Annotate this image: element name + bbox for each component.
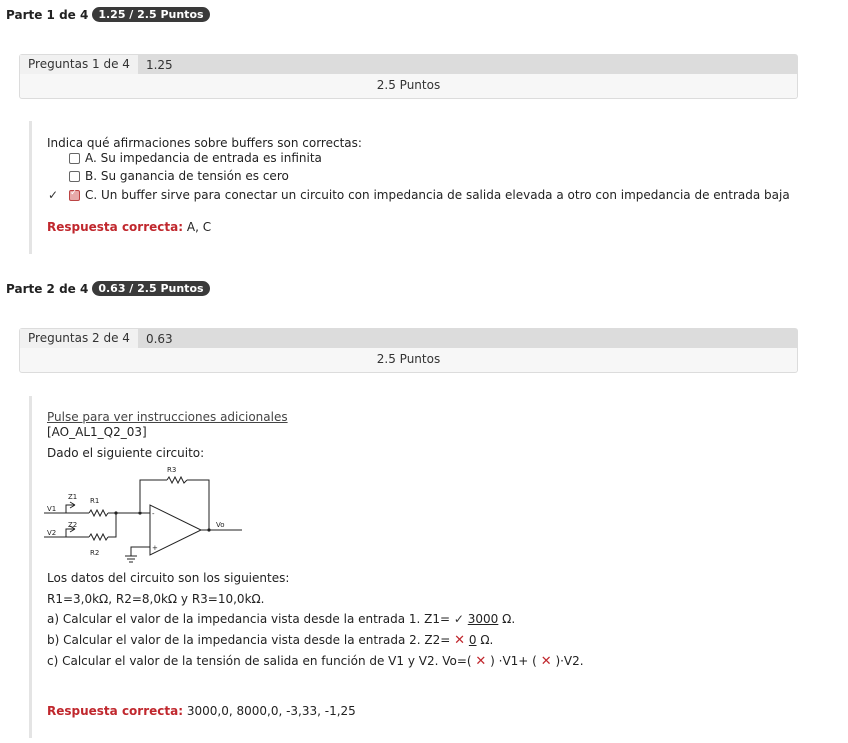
resistor-values: R1=3,0kΩ, R2=8,0kΩ y R3=10,0kΩ. — [47, 592, 265, 606]
part2-answer-label: Respuesta correcta: — [47, 704, 184, 718]
label-r3: R3 — [167, 466, 177, 474]
option-c-checkbox[interactable] — [69, 190, 80, 201]
incorrect-x-icon: ✕ — [540, 654, 552, 669]
question-code: [AO_AL1_Q2_03] — [47, 425, 147, 439]
part2-correct-answer — [47, 704, 356, 718]
answer-z2-input[interactable]: 0 — [468, 633, 477, 647]
label-v1: V1 — [47, 505, 57, 513]
question-b-unit: Ω. — [480, 633, 494, 647]
part1-prompt: Indica qué afirmaciones sobre buffers son correctas: — [47, 136, 362, 150]
option-b-label: B. Su ganancia de tensión es cero — [85, 169, 289, 183]
question-c-mid: ) ·V1+ ( — [490, 654, 537, 668]
label-r1: R1 — [90, 497, 100, 505]
label-r2: R2 — [90, 549, 100, 557]
part2-question-body — [29, 396, 32, 738]
question-a — [47, 612, 515, 626]
option-b-checkbox[interactable] — [69, 171, 80, 182]
option-c[interactable] — [69, 188, 790, 202]
part2-points: 2.5 Puntos — [20, 348, 797, 371]
label-vo: Vo — [216, 521, 225, 529]
answer-z1-input[interactable]: 3000 — [467, 612, 499, 626]
label-minus: - — [152, 510, 155, 518]
part2-answer-value: 3000,0, 8000,0, -3,33, -1,25 — [186, 704, 356, 718]
correct-check-icon: ✓ — [48, 188, 59, 202]
part2-question-label: Preguntas 2 de 4 — [20, 329, 138, 348]
part1-header — [6, 7, 210, 22]
question-c — [47, 654, 584, 669]
part1-answer-value: A, C — [186, 220, 212, 234]
question-a-unit: Ω. — [502, 612, 516, 626]
part1-question-body — [29, 121, 32, 254]
circuit-intro: Dado el siguiente circuito: — [47, 446, 205, 460]
instructions-link[interactable]: Pulse para ver instrucciones adicionales — [47, 410, 288, 424]
circuit-diagram — [44, 462, 250, 568]
part1-question-score: 1.25 — [145, 57, 173, 72]
incorrect-x-icon: ✕ — [454, 633, 466, 648]
part1-label: Parte 1 de 4 — [6, 7, 89, 22]
part1-correct-answer — [47, 220, 211, 234]
part1-points: 2.5 Puntos — [20, 74, 797, 97]
label-plus: + — [152, 544, 158, 552]
option-a-checkbox[interactable] — [69, 153, 80, 164]
option-b[interactable] — [69, 169, 289, 183]
part1-question-box — [19, 54, 798, 99]
data-intro: Los datos del circuito son los siguientes: — [47, 571, 290, 585]
question-c-suffix: )·V2. — [555, 654, 584, 668]
option-c-label: C. Un buffer sirve para conectar un circuito con impedancia de salida elevada a otro con impedancia de entrada baja — [85, 188, 790, 202]
option-a[interactable] — [69, 151, 322, 165]
question-b — [47, 633, 493, 648]
question-a-text: a) Calcular el valor de la impedancia vista desde la entrada 1. Z1= — [47, 612, 451, 626]
label-z1: Z1 — [68, 493, 78, 501]
label-v2: V2 — [47, 529, 57, 537]
part2-score-badge: 0.63 / 2.5 Puntos — [92, 281, 209, 296]
correct-check-icon: ✓ — [453, 612, 464, 626]
part1-score-badge: 1.25 / 2.5 Puntos — [92, 7, 209, 22]
question-c-text: c) Calcular el valor de la tensión de salida en función de V1 y V2. Vo=( — [47, 654, 472, 668]
part2-question-score: 0.63 — [145, 331, 173, 346]
label-z2: Z2 — [68, 521, 78, 529]
incorrect-x-icon: ✕ — [475, 654, 487, 669]
part1-answer-label: Respuesta correcta: — [47, 220, 184, 234]
part2-label: Parte 2 de 4 — [6, 281, 89, 296]
part2-header — [6, 281, 210, 296]
part2-question-box — [19, 328, 798, 373]
question-b-text: b) Calcular el valor de la impedancia vista desde la entrada 2. Z2= — [47, 633, 451, 647]
option-a-label: A. Su impedancia de entrada es infinita — [85, 151, 322, 165]
part1-question-label: Preguntas 1 de 4 — [20, 55, 138, 74]
